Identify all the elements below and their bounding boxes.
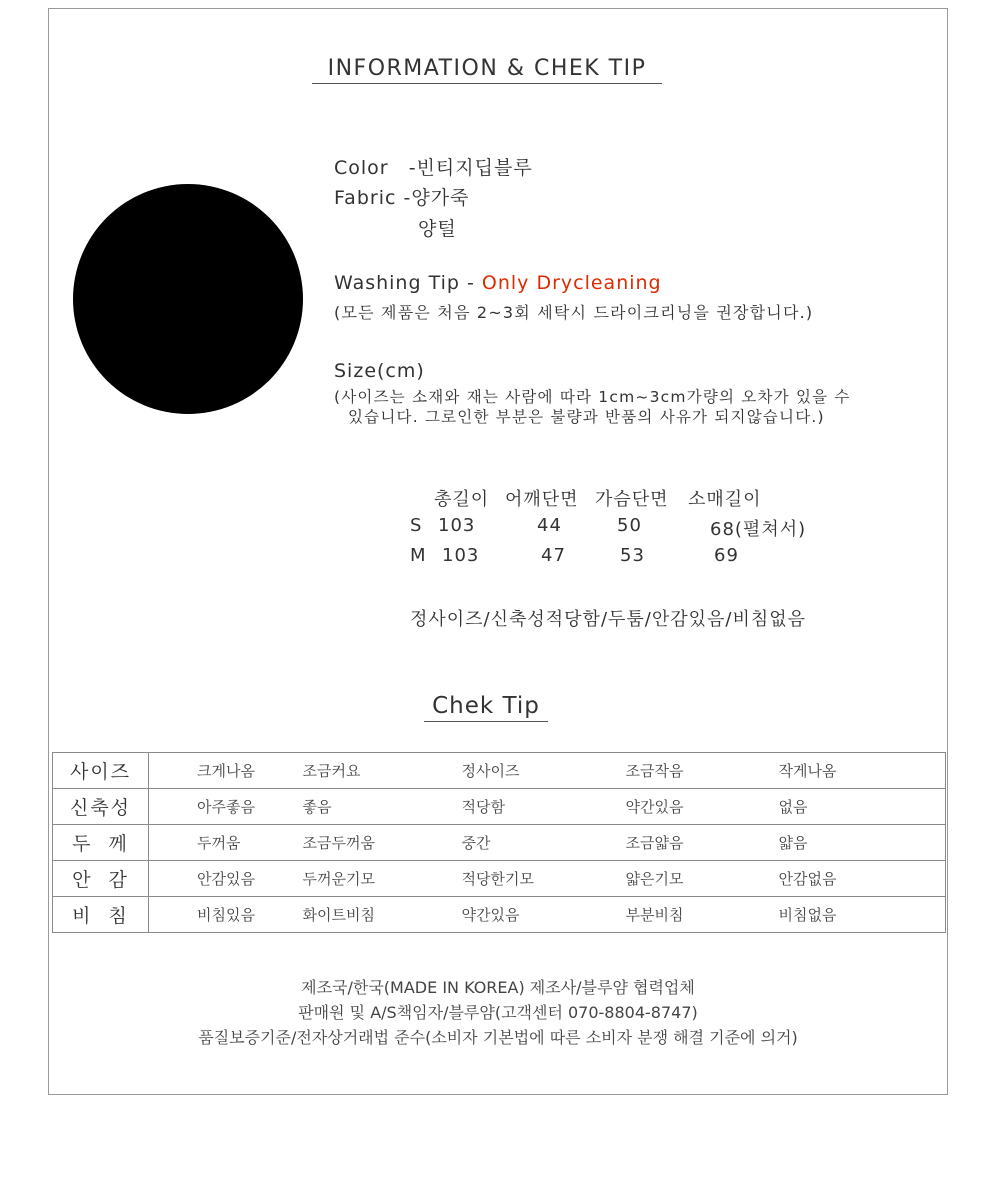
check-tip-table xyxy=(52,752,946,933)
size-m-chest: 53 xyxy=(620,545,645,566)
fabric-value-1: -양가죽 xyxy=(403,187,470,209)
check-row-thickness xyxy=(53,825,946,861)
size-m-sleeve: 69 xyxy=(714,545,739,566)
color-row xyxy=(334,153,533,180)
fabric-value-2: 양털 xyxy=(418,218,457,240)
washing-label: Washing Tip - xyxy=(334,272,475,294)
footer-seller: 판매원 및 A/S책임자/블루얌(고객센터 070-8804-8747) xyxy=(298,1003,698,1022)
check-option: 화이트비침 xyxy=(297,897,456,933)
check-option: 조금커요 xyxy=(297,753,456,789)
check-option: 조금두꺼움 xyxy=(297,825,456,861)
check-row-stretch xyxy=(53,789,946,825)
check-option: 아주좋음 xyxy=(149,789,297,825)
check-option: 좋음 xyxy=(297,789,456,825)
check-option: 안감없음 xyxy=(773,861,946,897)
check-option: 정사이즈 xyxy=(456,753,620,789)
washing-row xyxy=(334,272,662,294)
size-m-shoulder: 47 xyxy=(541,545,566,566)
size-header-total-length: 총길이 xyxy=(434,489,490,510)
size-s-shoulder: 44 xyxy=(537,515,562,536)
check-label-stretch: 신축성 xyxy=(53,789,149,825)
fabric-row xyxy=(334,183,469,210)
size-s-total-length: 103 xyxy=(438,515,476,536)
check-option: 적당함 xyxy=(456,789,620,825)
check-option: 두꺼운기모 xyxy=(297,861,456,897)
check-option: 두꺼움 xyxy=(149,825,297,861)
size-label: Size(cm) xyxy=(334,360,425,382)
size-note-2: 있습니다. 그로인한 부분은 불량과 반품의 사유가 되지않습니다.) xyxy=(348,408,825,426)
check-option: 안감있음 xyxy=(149,861,297,897)
size-label-m: M xyxy=(410,545,427,566)
size-m-total-length: 103 xyxy=(442,545,480,566)
check-option: 부분비침 xyxy=(620,897,773,933)
check-tip-title: Chek Tip xyxy=(424,693,548,722)
page-title: INFORMATION & CHEK TIP xyxy=(312,56,662,84)
size-s-sleeve: 68(펼쳐서) xyxy=(710,519,807,540)
size-header-shoulder: 어깨단면 xyxy=(505,489,579,510)
check-row-sheerness xyxy=(53,897,946,933)
size-summary: 정사이즈/신축성적당함/두툼/안감있음/비침없음 xyxy=(410,609,807,630)
product-image xyxy=(73,184,303,414)
check-label-size: 사이즈 xyxy=(53,753,149,789)
check-label-lining: 안 감 xyxy=(53,861,149,897)
check-row-lining xyxy=(53,861,946,897)
check-option: 약간있음 xyxy=(456,897,620,933)
check-option: 비침있음 xyxy=(149,897,297,933)
size-note-1: (사이즈는 소재와 재는 사람에 따라 1cm~3cm가량의 오차가 있을 수 xyxy=(334,388,851,406)
check-option: 약간있음 xyxy=(620,789,773,825)
check-option: 중간 xyxy=(456,825,620,861)
footer-quality: 품질보증기준/전자상거래법 준수(소비자 기본법에 따른 소비자 분쟁 해결 기준에 의거) xyxy=(198,1028,798,1047)
check-option: 적당한기모 xyxy=(456,861,620,897)
size-label-s: S xyxy=(410,515,423,536)
check-row-size xyxy=(53,753,946,789)
size-header-sleeve: 소매길이 xyxy=(688,489,762,510)
check-option: 비침없음 xyxy=(773,897,946,933)
check-label-thickness: 두 께 xyxy=(53,825,149,861)
check-option: 얇음 xyxy=(773,825,946,861)
check-option: 조금작음 xyxy=(620,753,773,789)
color-label: Color xyxy=(334,157,389,179)
footer-manufacturer: 제조국/한국(MADE IN KOREA) 제조사/블루얌 협력업체 xyxy=(301,978,695,997)
size-s-chest: 50 xyxy=(617,515,642,536)
check-option: 작게나옴 xyxy=(773,753,946,789)
check-option: 조금얇음 xyxy=(620,825,773,861)
check-label-sheerness: 비 침 xyxy=(53,897,149,933)
check-option: 없음 xyxy=(773,789,946,825)
check-option: 크게나옴 xyxy=(149,753,297,789)
fabric-label: Fabric xyxy=(334,187,397,209)
color-value: -빈티지딥블루 xyxy=(408,157,533,179)
size-header-chest: 가슴단면 xyxy=(595,489,669,510)
washing-note: (모든 제품은 처음 2~3회 세탁시 드라이크리닝을 권장합니다.) xyxy=(334,303,814,322)
check-option: 얇은기모 xyxy=(620,861,773,897)
washing-value: Only Drycleaning xyxy=(481,272,662,294)
